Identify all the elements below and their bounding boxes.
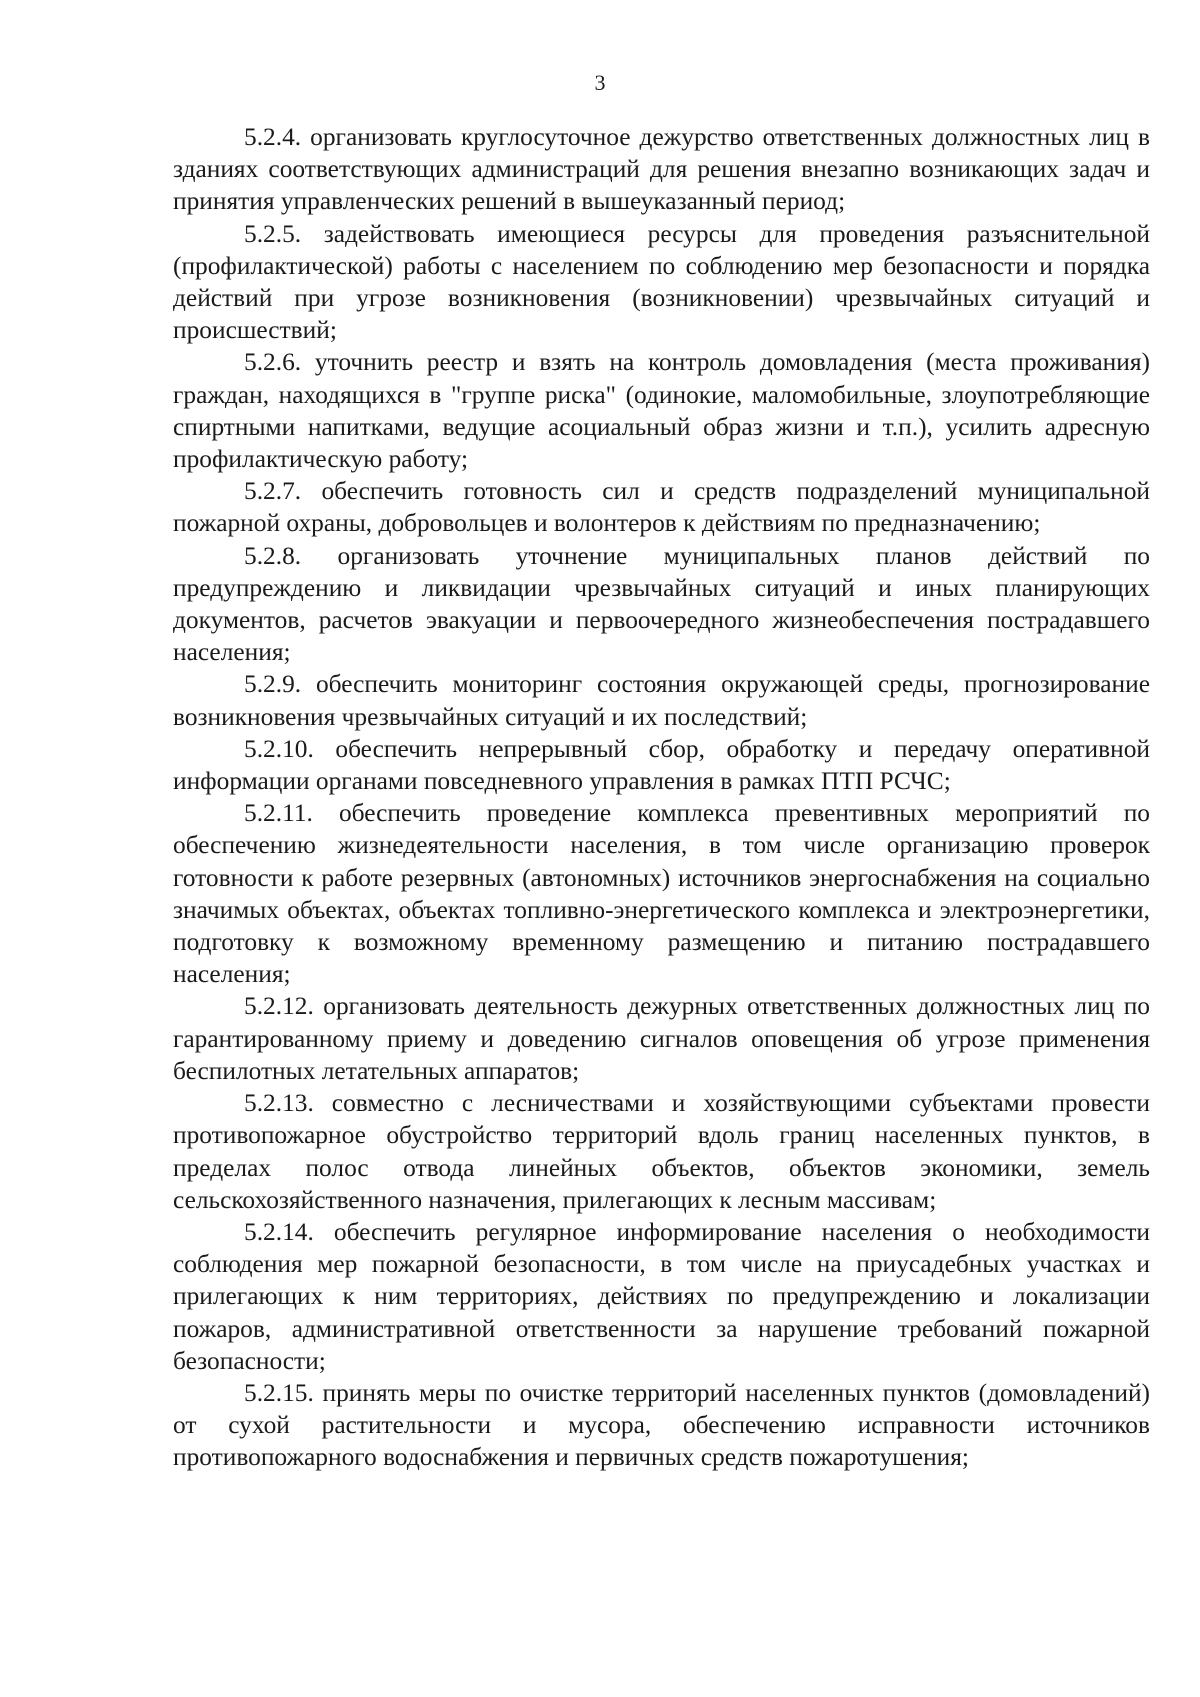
- page-number: 3: [594, 70, 606, 95]
- paragraph-5-2-11: 5.2.11. обеспечить проведение комплекса превентивных мероприятий по обеспечению жизнедеятельности населения, в том числе организацию проверок готовности к работе резервных (автономных) источников энергоснабжения на социально значимых объектах, объектах топливно-энергетического комплекса и электроэнергетики, подготовку к возможному временному размещению и питанию пострадавшего населения;: [173, 799, 1150, 989]
- document-body: [173, 121, 1150, 1474]
- paragraph-5-2-10: 5.2.10. обеспечить непрерывный сбор, обработку и передачу оперативной информации органами повседневного управления в рамках ПТП РСЧС;: [173, 734, 1150, 796]
- paragraph-5-2-7: 5.2.7. обеспечить готовность сил и средств подразделений муниципальной пожарной охраны, добровольцев и волонтеров к действиям по предназначению;: [173, 477, 1150, 538]
- paragraph-5-2-13: 5.2.13. совместно с лесничествами и хозяйствующими субъектами провести противопожарное обустройство территорий вдоль границ населенных пунктов, в пределах полос отвода линейных объектов, объектов экономики, земель сельскохозяйственного назначения, прилегающих к лесным массивам;: [173, 1089, 1150, 1214]
- paragraph-5-2-9: 5.2.9. обеспечить мониторинг состояния окружающей среды, прогнозирование возникновения чрезвычайных ситуаций и их последствий;: [173, 670, 1150, 731]
- paragraph-5-2-6: 5.2.6. уточнить реестр и взять на контроль домовладения (места проживания) граждан, находящихся в "группе риска" (одинокие, маломобильные, злоупотребляющие спиртными напитками, ведущие асоциальный образ жизни и т.п.), усилить адресную профилактическую работу;: [173, 348, 1150, 474]
- paragraph-5-2-15: 5.2.15. принять меры по очистке территорий населенных пунктов (домовладений) от сухой растительности и мусора, обеспечению исправности источников противопожарного водоснабжения и первичных средств пожаротушения;: [173, 1378, 1150, 1472]
- paragraph-5-2-4: 5.2.4. организовать круглосуточное дежурство ответственных должностных лиц в зданиях соответствующих администраций для решения внезапно возникающих задач и принятия управленческих решений в вышеуказанный период;: [173, 123, 1150, 216]
- paragraph-5-2-8: 5.2.8. организовать уточнение муниципальных планов действий по предупреждению и ликвидации чрезвычайных ситуаций и иных планирующих документов, расчетов эвакуации и первоочередного жизнеобеспечения пострадавшего населения;: [173, 541, 1150, 667]
- paragraph-5-2-12: 5.2.12. организовать деятельность дежурных ответственных должностных лиц по гарантированному приему и доведению сигналов оповещения об угрозе применения беспилотных летательных аппаратов;: [173, 992, 1150, 1085]
- paragraph-5-2-14: 5.2.14. обеспечить регулярное информирование населения о необходимости соблюдения мер пожарной безопасности, в том числе на приусадебных участках и прилегающих к ним территориях, действиях по предупреждению и локализации пожаров, административной ответственности за нарушение требований пожарной безопасности;: [173, 1217, 1150, 1375]
- paragraph-5-2-5: 5.2.5. задействовать имеющиеся ресурсы для проведения разъяснительной (профилактической) работы с населением по соблюдению мер безопасности и порядка действий при угрозе возникновения (возникновении) чрезвычайных ситуаций и происшествий;: [173, 219, 1150, 345]
